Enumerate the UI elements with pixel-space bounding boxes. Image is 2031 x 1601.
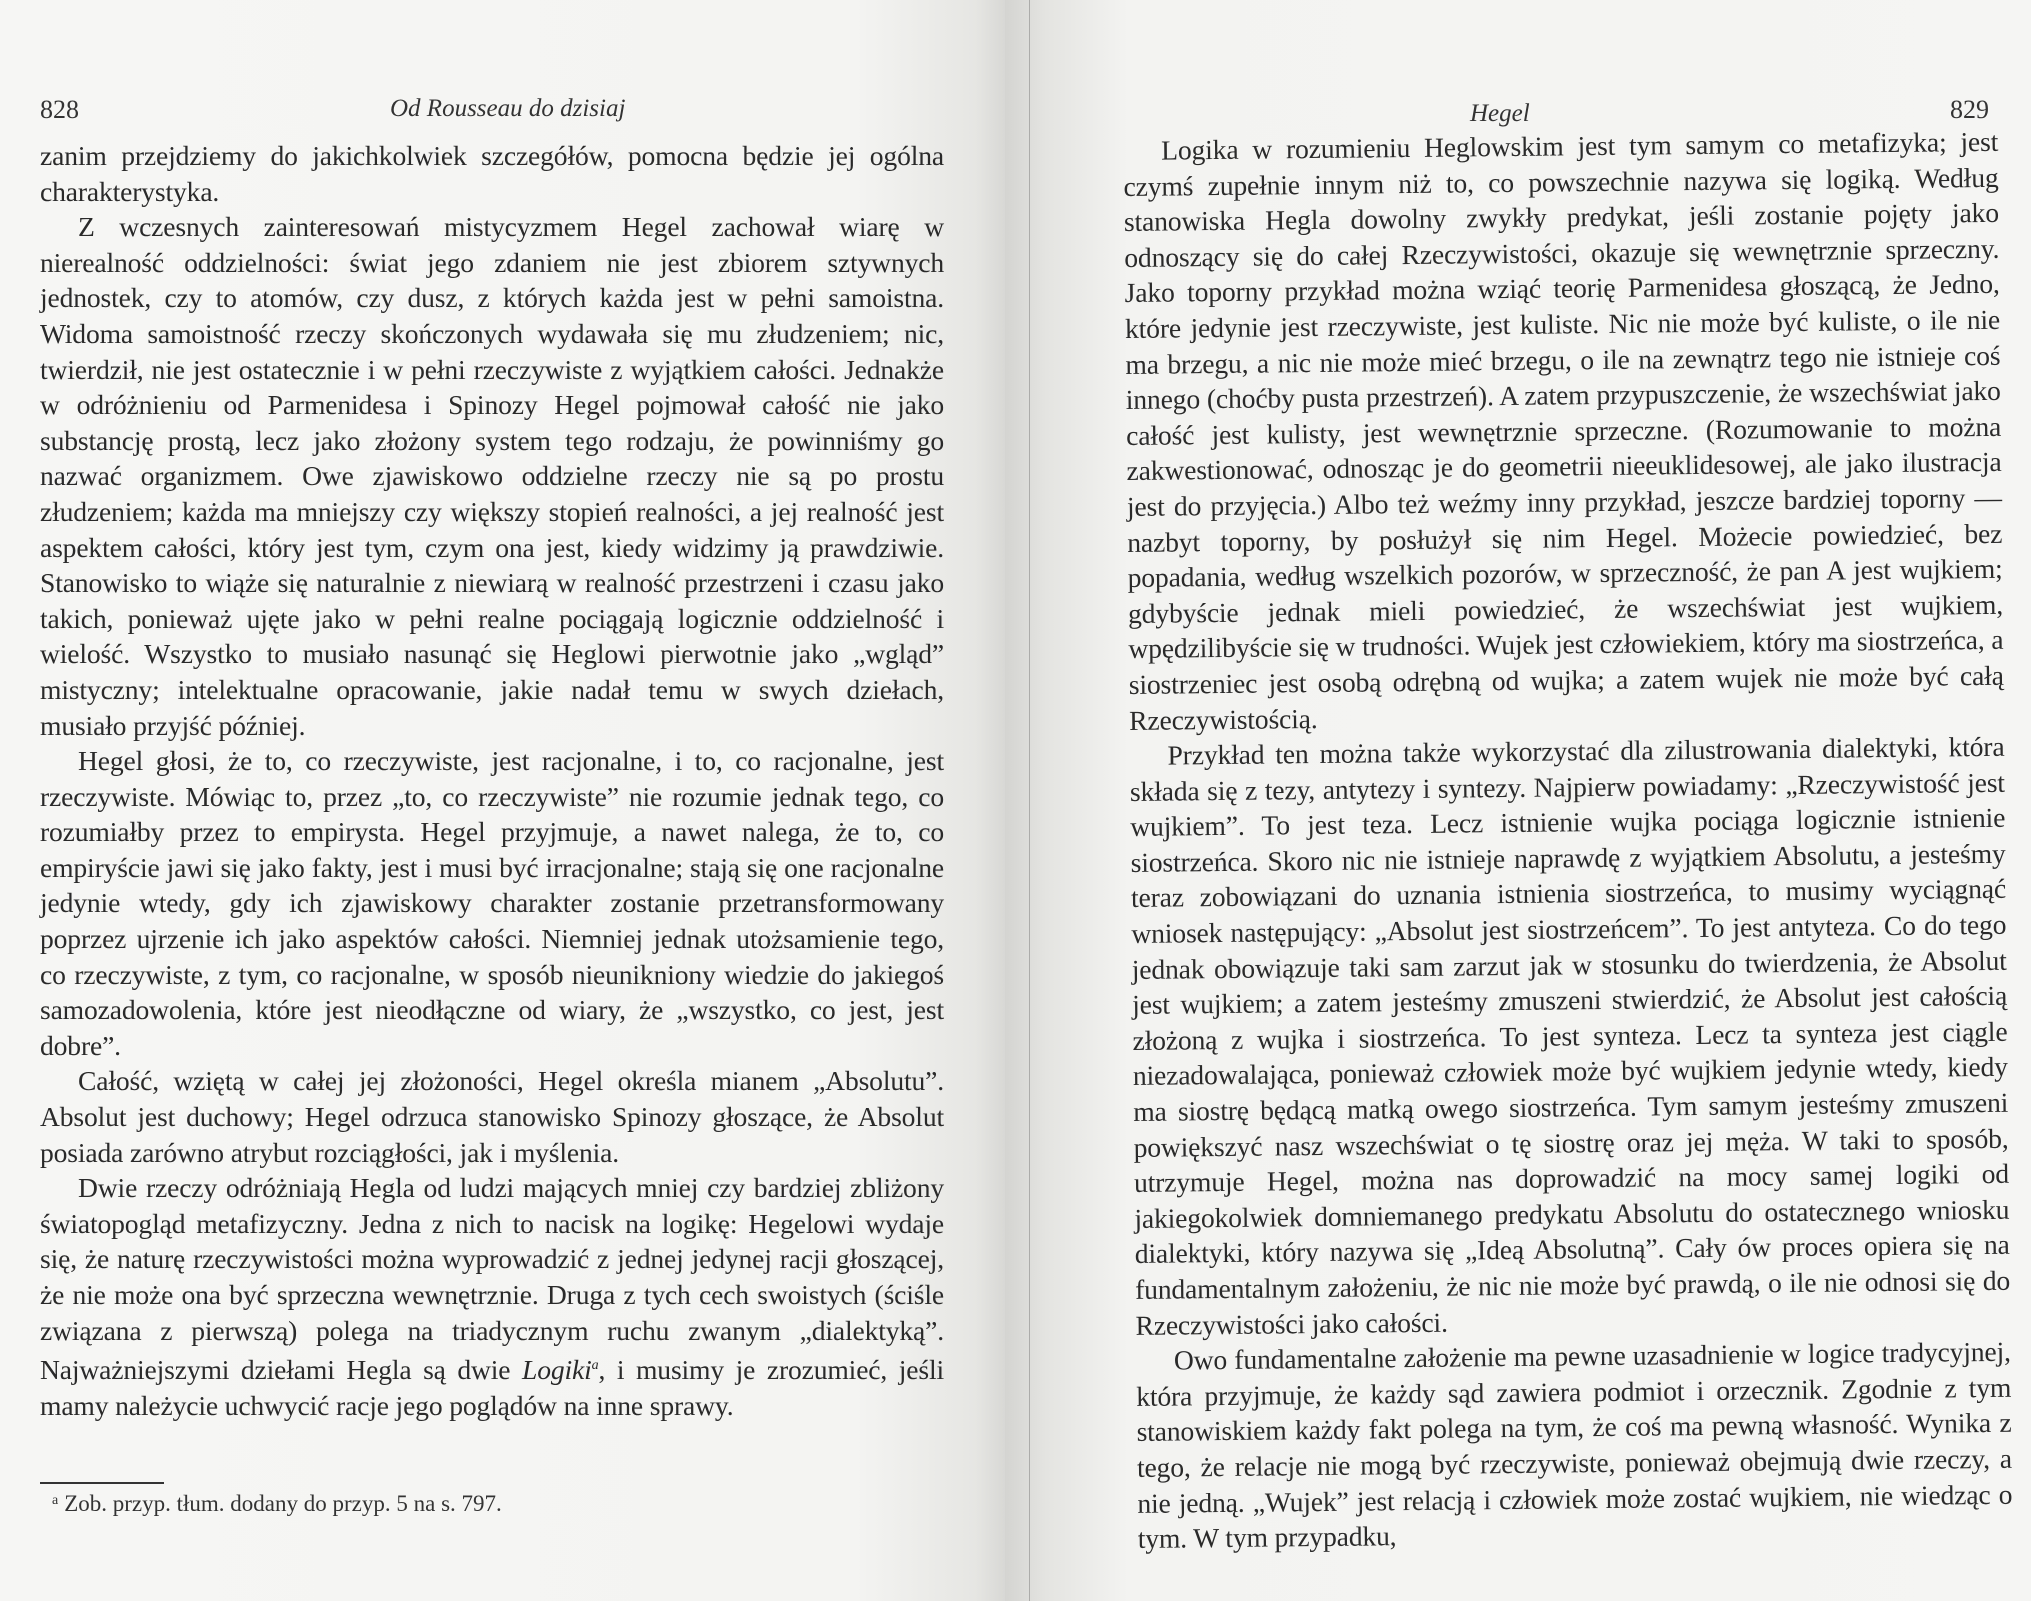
paragraph: Logika w rozumieniu Heglowskim jest tym samym co metafizyka; jest czymś zupełnie innym niż to, co powszechnie nazywa się logiką. Według stanowiska Hegla dowolny zwykły predykat, jeśli zostanie pojęty jako odnoszący się do całej Rzeczywistości, okazuje się wewnętrznie sprzeczny. Jako toporny przykład można wziąć teorię Parmenidesa głoszącą, że Jedno, które jedynie jest rzeczywiste, jest kuliste. Nic nie może być kuliste, o ile nie ma brzegu, a nic nie może mieć brzegu, o ile na zewnątrz tego nie istnieje coś innego (choćby pusta przestrzeń). A zatem przypuszczenie, że wszechświat jako całość jest kulisty, jest wewnętrznie sprzeczne. (Rozumowanie to można zakwestionować, odnosząc je do geometrii nieeuklidesowej, ale jako ilustracja jest do przyjęcia.) Albo też weźmy inny przykład, jeszcze bardziej toporny — nazbyt toporny, by posłużył się nim Hegel. Możecie powiedzieć, bez popadania, według wszelkich pozorów, w sprzeczność, że pan A jest wujkiem; gdybyście jednak mieli powiedzieć, że wszechświat jest wujkiem, wpędzilibyście się w trudności. Wujek jest człowiekiem, który ma siostrzeńca, a siostrzeniec jest osobą odrębną od wujka; a zatem wujek nie może być całą Rzeczywistością. xyxy=(1123,125,2004,736)
paragraph: zanim przejdziemy do jakichkolwiek szczegółów, pomocna będzie jej ogólna charakterystyka. xyxy=(40,140,944,207)
paragraph: Z wczesnych zainteresowań mistycyzmem Hegel zachował wiarę w nierealność oddzielności: świat jego zdaniem nie jest zbiorem sztywnych jednostek, czy to atomów, czy dusz, z których każda jest w pełni samoistna. Widoma samoistność rzeczy skończonych wydawała się mu złudzeniem; nic, twierdził, nie jest ostatecznie i w pełni rzeczywiste z wyjątkiem całości. Jednakże w odróżnieniu od Parmenidesa i Spinozy Hegel pojmował całość nie jako substancję prostą, lecz jako złożony system tego rodzaju, że powinniśmy go nazwać organizmem. Owe zjawiskowo oddzielne rzeczy nie są po prostu złudzeniem; każda ma mniejszy czy większy stopień realności, a jej realność jest aspektem całości, który jest tym, czym ona jest, kiedy widzimy ją prawdziwie. Stanowisko to wiąże się naturalnie z niewiarą w realność przestrzeni i czasu jako takich, ponieważ ujęte jako w pełni realne pociągają logicznie oddzielność i wielość. Wszystko to musiało nasunąć się Heglowi pierwotnie jako „wgląd” mistyczny; intelektualne opracowanie, jakie nadał temu w swych dziełach, musiało przyjść później. xyxy=(40,211,944,741)
left-page xyxy=(0,0,1005,1601)
paragraph-text: Dwie rzeczy odróżniają Hegla od ludzi mających mniej czy bardziej zbliżony światopogląd metafizyczny. Jedna z nich to nacisk na logikę: Hegelowi wydaje się, że naturę rzeczywistości można wyprowadzić z jednej jedynej racji głoszącej, że nie może ona być sprzeczna wewnętrznie. Druga z tych cech swoistych (ściśle związana z pierwszą) polega na triadycznym ruchu zwanym „dialektyką”. Najważniejszymi dziełami Hegla są dwie xyxy=(40,1172,944,1386)
paragraph: Owo fundamentalne założenie ma pewne uzasadnienie w logice tradycyjnej, która przyjmuje, że każdy sąd zawiera podmiot i orzecznik. Zgodnie z tym stanowiskiem każdy fakt polega na tym, że coś ma pewną własność. Wynika z tego, że relacje nie mogą być rzeczywiste, ponieważ obejmują dwie rzeczy, a nie jedną. „Wujek” jest relacją i człowiek może zostać wujkiem, nie wiedząc o tym. W tym przypadku, xyxy=(1136,1335,2013,1555)
running-head-left: Od Rousseau do dzisiaj xyxy=(390,95,626,122)
page-number-left: 828 xyxy=(40,95,79,124)
italic-title: Logiki$^a$ xyxy=(522,1354,599,1386)
footnote-marker[interactable]: a xyxy=(591,1358,599,1374)
footnote-text: Zob. przyp. tłum. dodany do przyp. 5 na s. 797. xyxy=(64,1491,502,1516)
paragraph-text: , i musimy je zrozumieć, jeśli mamy należycie uchwycić racje jego poglądów na inne sprawy. xyxy=(40,1354,944,1421)
footnote-rule xyxy=(40,1482,164,1484)
page-number-right: 829 xyxy=(1950,95,1989,124)
right-page-body xyxy=(1123,124,2013,1557)
paragraph xyxy=(40,1170,944,1423)
paragraph: Hegel głosi, że to, co rzeczywiste, jest racjonalne, i to, co racjonalne, jest rzeczywiste. Mówiąc to, przez „to, co rzeczywiste” nie rozumie jednak tego, co rozumiałby przez to empirysta. Hegel przyjmuje, a nawet nalega, że to, co empiryście jawi się jako fakty, jest i musi być irracjonalne; stają się one racjonalne jedynie wtedy, gdy ich zjawiskowy charakter zostanie przetransformowany poprzez ujrzenie ich jako aspektów całości. Niemniej jednak utożsamienie tego, co rzeczywiste, z tym, co racjonalne, w sposób nieunikniony wiedzie do jakiegoś samozadowolenia, które jest nieodłączne od wiary, że „wszystko, co jest, jest dobre”. xyxy=(40,745,944,1061)
paragraph: Całość, wziętą w całej jej złożoności, Hegel określa mianem „Absolutu”. Absolut jest duchowy; Hegel odrzuca stanowisko Spinozy głoszące, że Absolut posiada zarówno atrybut rozciągłości, jak i myślenia. xyxy=(40,1065,944,1168)
left-page-body xyxy=(40,138,944,1424)
paragraph: Przykład ten można także wykorzystać dla zilustrowania dialektyki, która składa się z tezy, antytezy i syntezy. Najpierw powiadamy: „Rzeczywistość jest wujkiem”. To jest teza. Lecz istnienie wujka pociąga logicznie istnienie siostrzeńca. Skoro nic nie istnieje naprawdę z wyjątkiem Absolutu, a jesteśmy teraz zobowiązani do uznania istnienia siostrzeńca, to musimy wyciągnąć wniosek następujący: „Absolut jest siostrzeńcem”. To jest antyteza. Co do tego jednak obowiązuje taki sam zarzut jak w stosunku do twierdzenia, że Absolut jest wujkiem; a zatem jesteśmy zmuszeni stwierdzić, że Absolut jest całością złożoną z wujka i siostrzeńca. To jest synteza. Lecz ta synteza jest ciągle niezadowalająca, ponieważ człowiek może być wujkiem jedynie wtedy, kiedy ma siostrę będącą matką owego siostrzeńca. Tym samym jesteśmy zmuszeni powiększyć nasz wszechświat o tę siostrę oraz jej męża. W taki to sposób, utrzymuje Hegel, można nas doprowadzić na mocy samej logiki od jakiegokolwiek domniemanego predykatu Absolutu do ostatecznego wniosku dialektyki, który nazywa się „Ideą Absolutną”. Cały ów proces opiera się na fundamentalnym założeniu, że nic nie może być prawdą, o ile nie odnosi się do Rzeczywistości jako całości. xyxy=(1129,730,2011,1341)
running-head-right: Hegel xyxy=(1470,100,1530,127)
book-gutter xyxy=(1029,0,1030,1601)
footnote xyxy=(52,1491,502,1517)
footnote-marker: a xyxy=(52,1493,59,1508)
